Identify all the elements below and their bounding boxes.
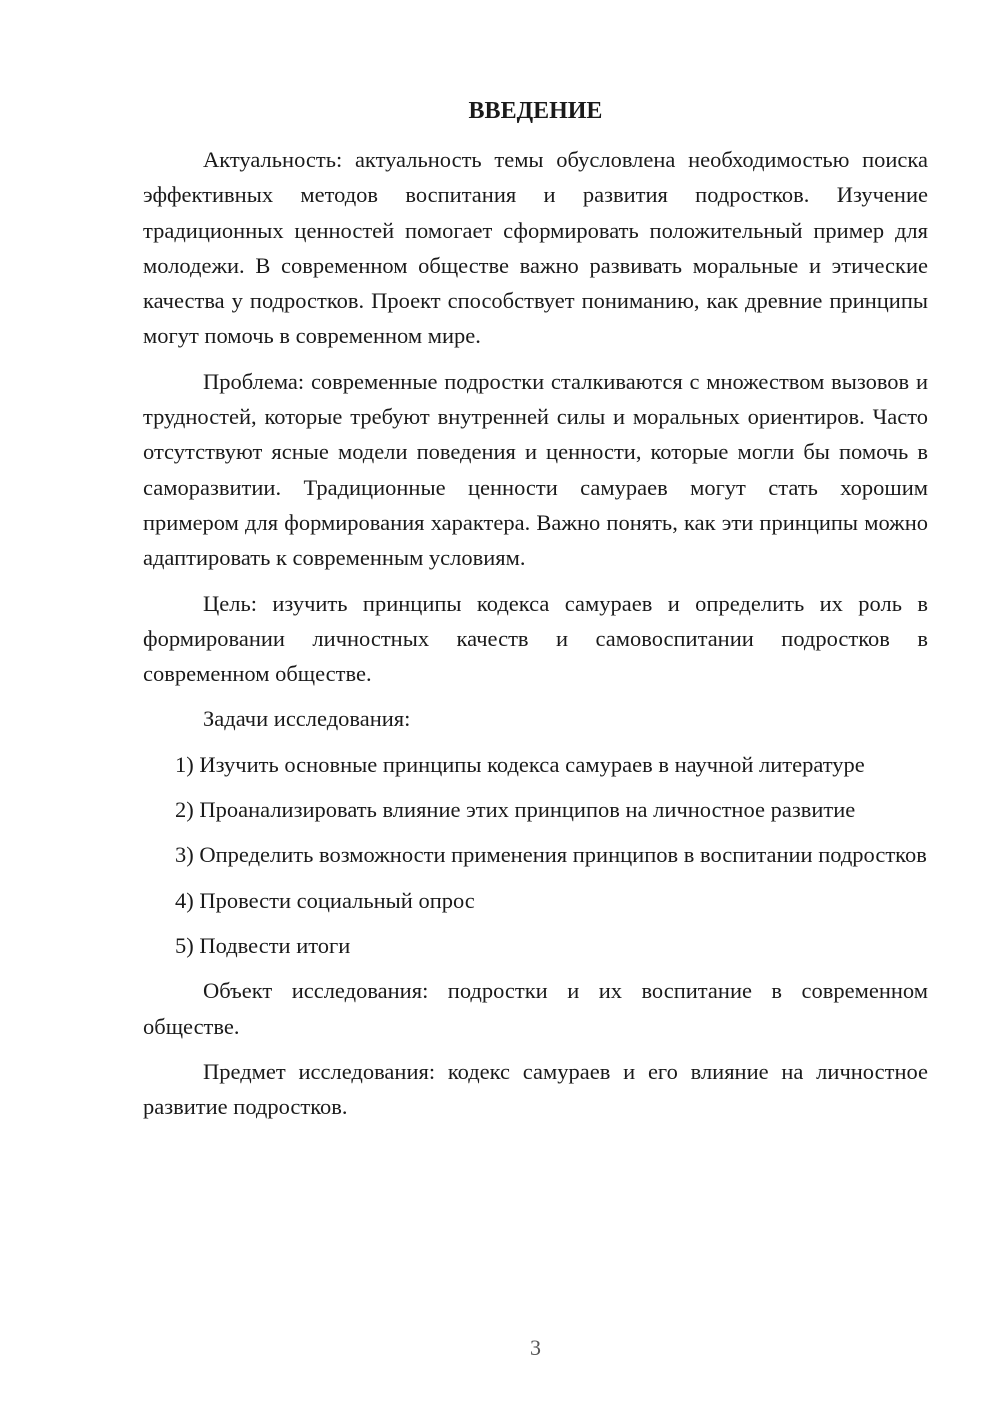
document-body (143, 142, 928, 1134)
goal-paragraph: Цель: изучить принципы кодекса самураев и определить их роль в формировании личностных качеств и самовоспитании подростков в современном обществе. (143, 590, 928, 687)
task-item: 1) Изучить основные принципы кодекса самураев в научной литературе (175, 751, 865, 777)
problem-paragraph: Проблема: современные подростки сталкиваются с множеством вызовов и трудностей, которые требуют внутренней силы и моральных ориентиров. Часто отсутствуют ясные модели поведения и ценности, которые могли бы помочь в саморазвитии. Традиционные ценности самураев могут стать хорошим примером для формирования характера. Важно понять, как эти принципы можно адаптировать к современным условиям. (143, 368, 928, 571)
relevance-paragraph: Актуальность: актуальность темы обусловлена необходимостью поиска эффективных методов воспитания и развития подростков. Изучение традиционных ценностей помогает сформировать положительный пример для молодежи. В современном обществе важно развивать моральные и этические качества у подростков. Проект способствует пониманию, как древние принципы могут помочь в современном мире. (143, 147, 928, 349)
subject-paragraph: Предмет исследования: кодекс самураев и его влияние на личностное развитие подростков. (143, 1058, 928, 1120)
task-item: 2) Проанализировать влияние этих принципов на личностное развитие (175, 797, 856, 823)
tasks-heading: Задачи исследования: (203, 706, 411, 732)
section-title: ВВЕДЕНИЕ (468, 98, 603, 124)
task-item: 5) Подвести итоги (175, 932, 351, 958)
object-paragraph: Объект исследования: подростки и их воспитание в современном обществе. (143, 978, 928, 1039)
task-item: 3) Определить возможности применения принципов в воспитании подростков (175, 842, 927, 868)
page-number: 3 (530, 1335, 541, 1360)
task-item: 4) Провести социальный опрос (175, 887, 475, 913)
